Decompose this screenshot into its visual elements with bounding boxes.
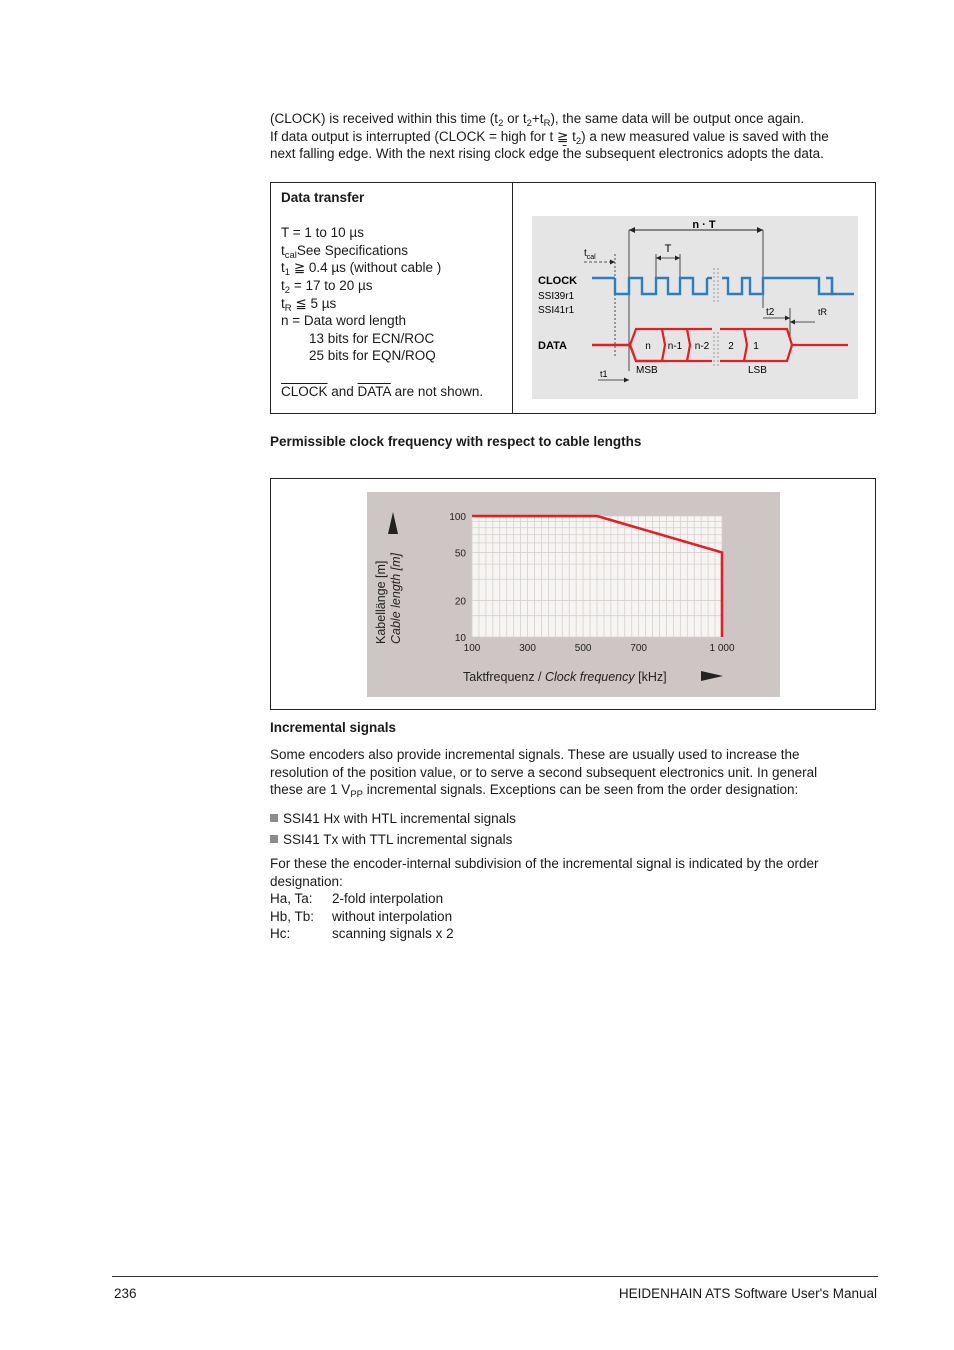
spec-note: CLOCK and DATA are not shown.	[281, 383, 484, 399]
chart-heading: Permissible clock frequency with respect to cable lengths	[270, 434, 642, 449]
bit-1: 1	[753, 341, 759, 352]
spec-n: n = Data word length	[281, 313, 406, 329]
list-item: SSI41 Hx with HTL incremental signals	[270, 808, 516, 829]
cable-length-chart	[367, 492, 780, 697]
bit-n-2: n-2	[694, 341, 710, 352]
spec-tR: $t_R$ ≦ 5 µs	[281, 295, 337, 314]
x-tick-label: 700	[630, 643, 648, 654]
interpolation-paragraph: For these the encoder-internal subdivision of the incremental signal is indicated by the order designation: Ha, Ta: 2-fold interpolation Hb, Tb: without interpolation Hc: scanning signals x 2	[270, 856, 819, 942]
bullet-list	[270, 808, 516, 850]
label-t1: t1	[600, 369, 608, 379]
spec-n-ecn: 13 bits for ECN/ROC	[309, 330, 435, 346]
y-tick-label: 50	[454, 548, 466, 560]
bit-n-1: n-1	[667, 341, 683, 352]
label-ssi41: SSI41r1	[538, 305, 575, 316]
timing-background	[532, 216, 858, 399]
label-data: DATA	[538, 340, 567, 352]
bullet-square-icon	[270, 814, 278, 822]
chart-box	[270, 478, 876, 710]
x-tick-label: 1 000	[709, 643, 735, 654]
data-transfer-specs	[281, 189, 509, 400]
data-transfer-title: Data transfer	[281, 190, 365, 205]
table-divider	[512, 183, 513, 413]
x-tick-label: 500	[574, 643, 592, 654]
label-msb: MSB	[636, 365, 658, 376]
interpolation-list	[270, 890, 819, 943]
list-item: SSI41 Tx with TTL incremental signals	[270, 829, 516, 850]
spec-t1: $t_1$ ≧ 0.4 µs (without cable )	[281, 260, 442, 279]
footer-rule	[112, 1276, 878, 1277]
spec-n-eqn: 25 bits for EQN/ROQ	[309, 348, 436, 364]
list-item: Ha, Ta: 2-fold interpolation	[270, 891, 444, 907]
incremental-heading: Incremental signals	[270, 720, 397, 735]
page-number: 236	[114, 1286, 137, 1301]
label-tcal: $t_{cal}$	[584, 248, 596, 261]
bullet-square-icon	[270, 835, 278, 843]
label-clock: CLOCK	[538, 275, 578, 287]
x-tick-label: 100	[463, 643, 481, 654]
label-t2: t2	[766, 307, 775, 318]
footer-title: HEIDENHAIN ATS Software User's Manual	[618, 1286, 877, 1301]
timing-diagram	[532, 216, 858, 399]
y-axis-label: Kabellänge [m]	[374, 560, 388, 644]
bit-2: 2	[728, 341, 734, 352]
spec-tcal: $t_{cal}See$ Specifications	[281, 242, 408, 261]
list-item: Hb, Tb: without interpolation	[270, 908, 453, 924]
label-nT: n · T	[692, 219, 716, 231]
x-tick-label: 300	[519, 643, 536, 654]
intro-paragraph: (CLOCK) is received within this time ($t_2$ or $t_2+t_R$), the same data will be output once again. If data output is interrupted (CLOCK = high for t ≧ $t_2$) a new measured value is saved with the next falling edge. With the next rising clock edge $\overline{t}he$ subsequent electronics adopts the data.	[270, 111, 829, 162]
data-transfer-table	[270, 182, 876, 414]
y-tick-label: 10	[454, 633, 466, 644]
label-tR: tR	[818, 307, 827, 317]
label-T: T	[664, 243, 672, 255]
label-lsb: LSB	[748, 365, 767, 376]
x-axis-label: Taktfrequenz / Clock frequency [kHz]	[463, 670, 667, 684]
incremental-paragraph: Some encoders also provide incremental signals. These are usually used to increase the resolution of the position value, or to serve a second subsequent electronics unit. In general these are 1 $V_{PP}$ incremental signals. Exceptions can be seen from the order designation:	[270, 747, 818, 801]
bit-n: n	[645, 341, 651, 352]
spec-t2: $t_2 = 17$ to 20 µs	[281, 277, 373, 296]
list-item: Hc: scanning signals x 2	[270, 926, 454, 942]
y-axis-label-en: Cable length [m]	[389, 552, 403, 644]
label-ssi39: SSI39r1	[538, 291, 575, 302]
spec-T: T = 1 to 10 µs	[281, 225, 364, 241]
y-tick-label: 100	[449, 512, 466, 523]
y-tick-label: 20	[454, 596, 466, 608]
